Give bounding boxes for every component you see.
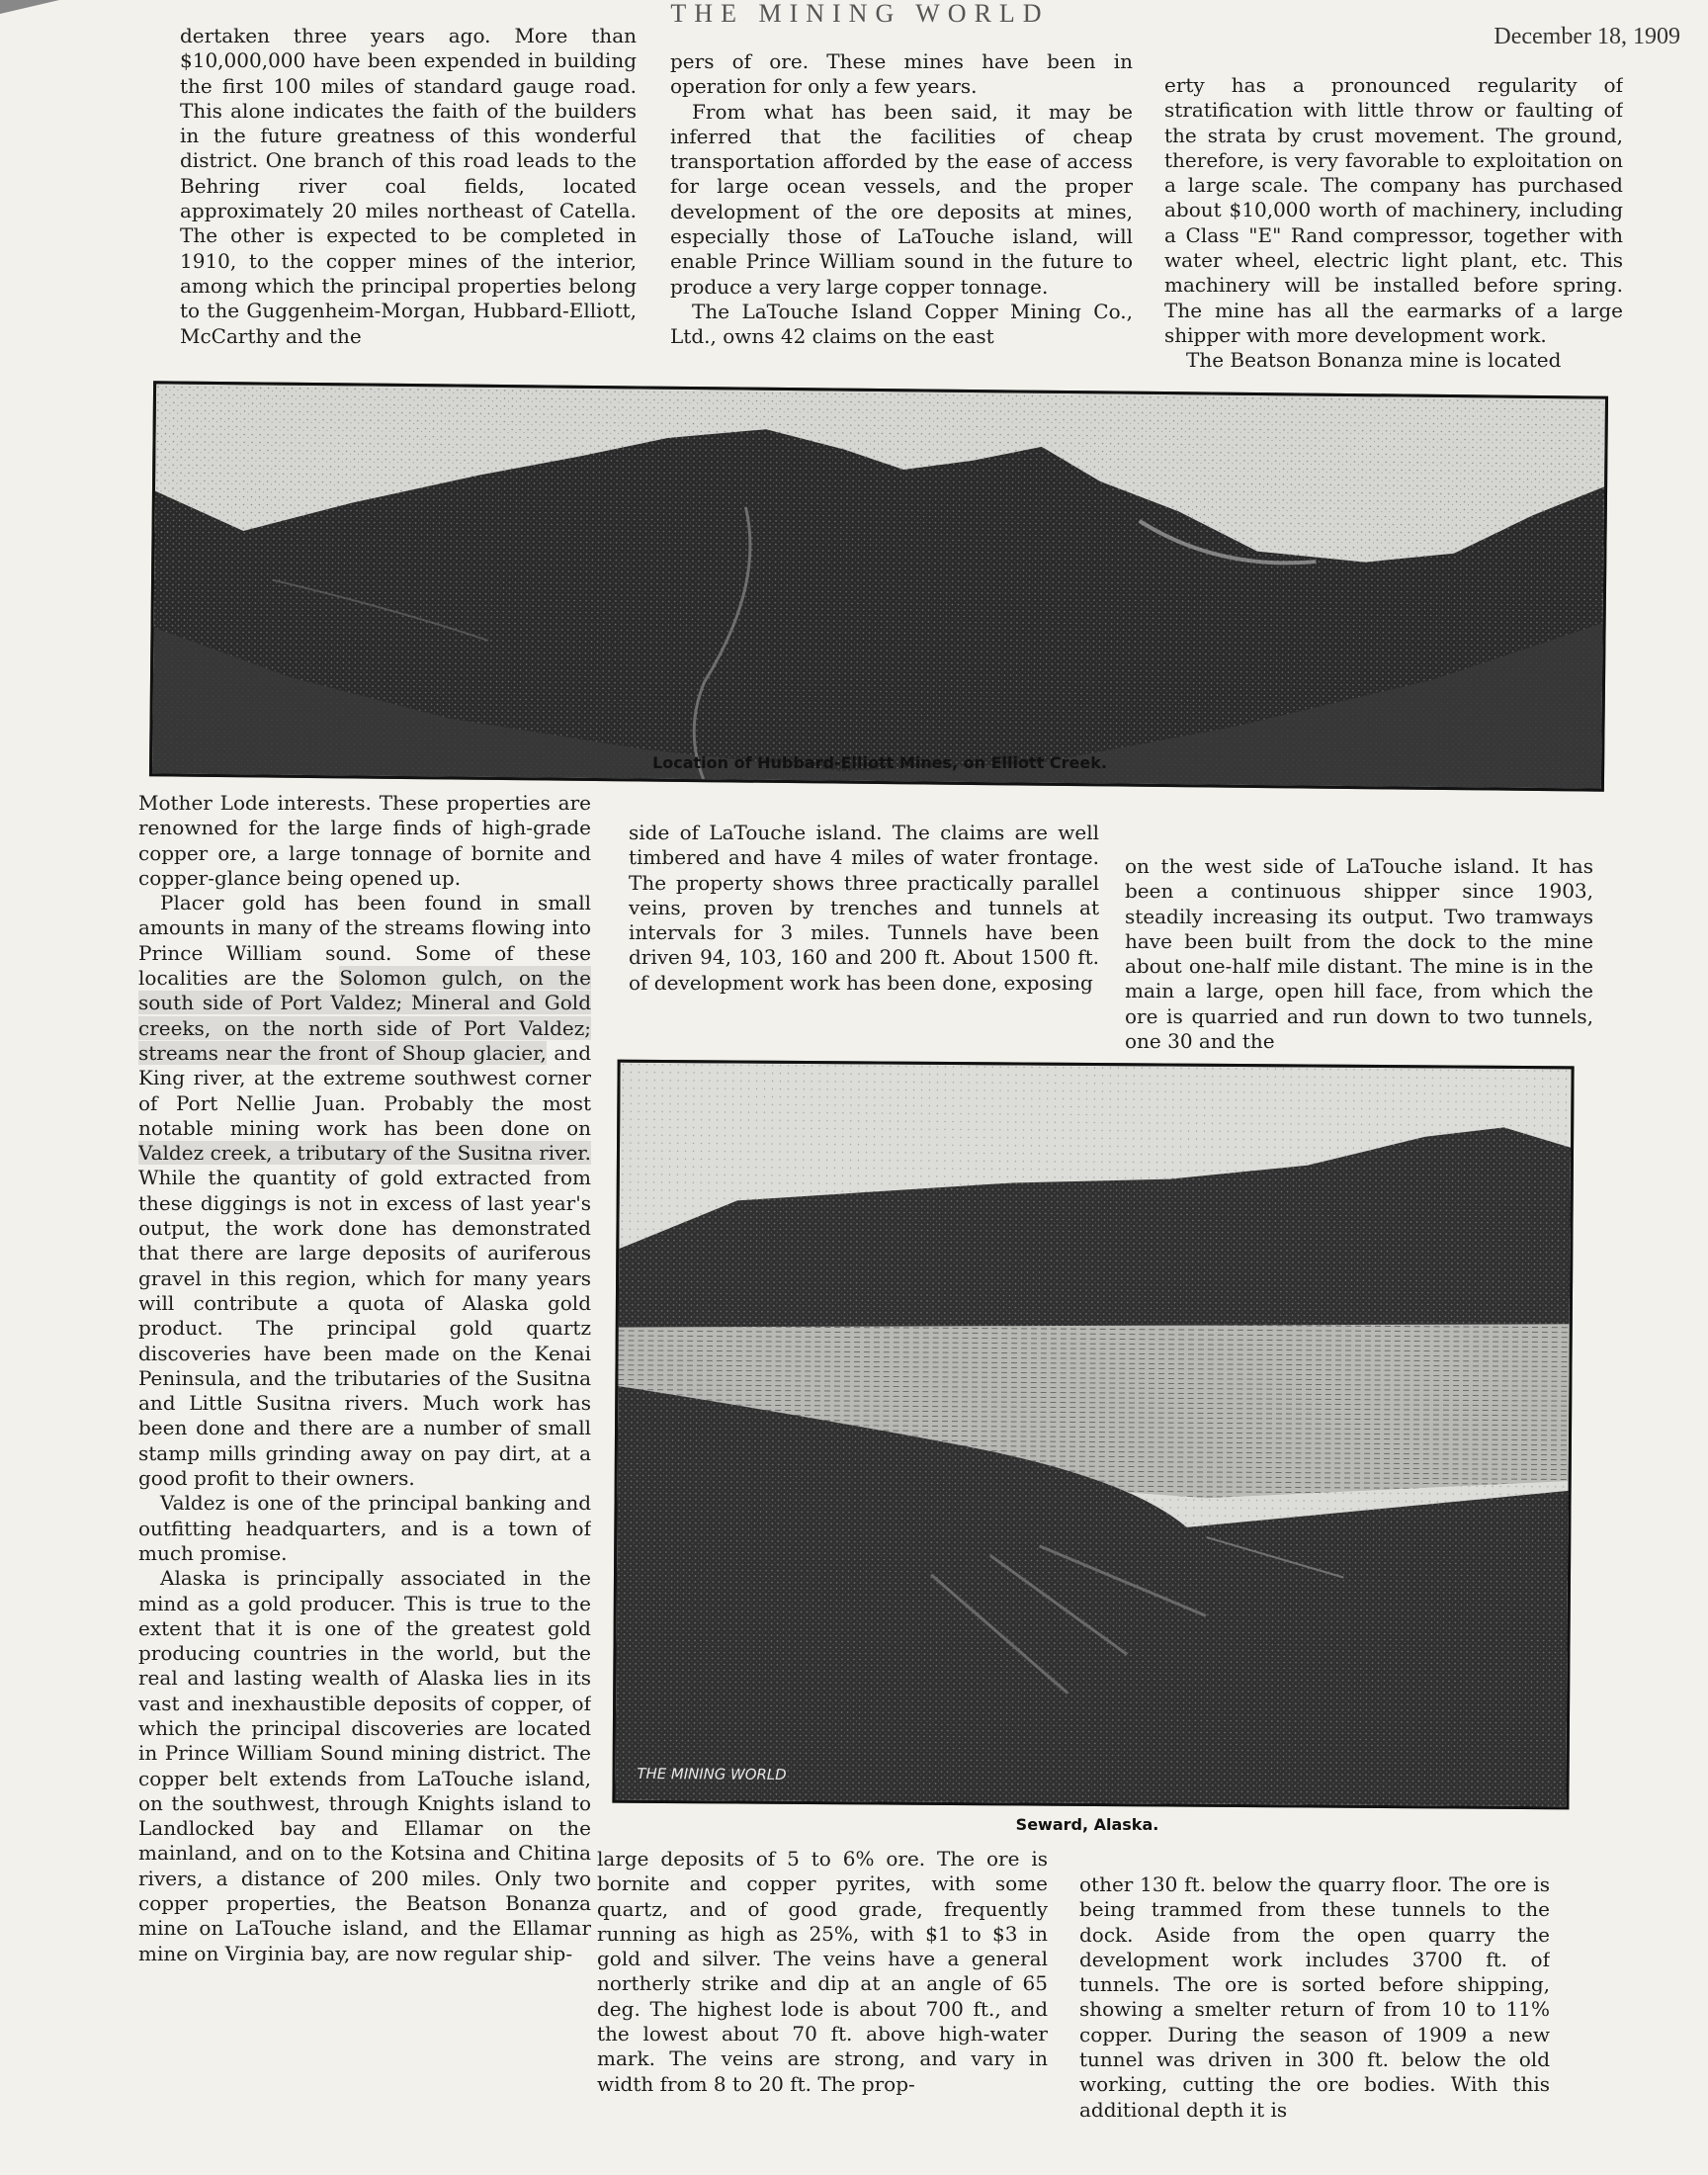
text-run: While the quantity of gold extracted from these diggings is not in excess of last year's output, the work done has demonstrated that there are large deposits of auriferous gravel in this region, which for many years will contribute a quota of Alaska gold product. The principal gold quartz discoveries have been made on the Kenai Peninsula, and the tributaries of the Susitna and Little Susitna rivers. Much work has been done and there are a number of small stamp mills grinding away on pay dirt, at a good profit to their owners. <box>138 1166 591 1491</box>
paragraph: large deposits of 5 to 6% ore. The ore is bornite and copper pyrites, with some quartz, and of good grade, frequently running as high as 25%, with $1 to $3 in gold and silver. The veins have a general northerly strike and dip at an angle of 65 deg. The highest lode is about 700 ft., and the lowest about 70 ft. above high-water mark. The veins are strong, and vary in width from 8 to 20 ft. The prop- <box>597 1847 1048 2096</box>
issue-date: December 18, 1909 <box>1494 24 1680 49</box>
paragraph <box>138 891 591 1491</box>
mountain-photo <box>149 381 1608 791</box>
highlighted-text: Solomon gulch, on the south side of Port Valdez; Mineral and Gold creeks, on the north side of Port Valdez; streams near the front of Shoup glacier, <box>138 966 591 1065</box>
right-column-top <box>1125 854 1593 1064</box>
paragraph: The Beatson Bonanza mine is located <box>1186 348 1562 373</box>
paragraph: dertaken three years ago. More than $10,000,000 have been expended in building the first 100 miles of standard gauge road. This alone indicates the faith of the builders in the future greatness of this wonderful district. One branch of this road leads to the Behring river coal fields, located approximately 20 miles northeast of Catella. The other is expected to be completed in 1910, to the copper mines of the interior, among which the principal properties belong to the Guggenheim-Morgan, Hubbard-Elliott, McCarthy and the <box>180 24 637 348</box>
paragraph: side of LaTouche island. The claims are well timbered and have 4 miles of water frontage. The property shows three practically parallel veins, proven by trenches and tunnels at intervals for 3 miles. Tunnels have been driven 94, 103, 160 and 200 ft. About 1500 ft. of development work has been done, exposing <box>629 821 1099 995</box>
mountain-landscape-image <box>152 384 1605 788</box>
middle-column-top <box>629 821 1099 1040</box>
paragraph: Mother Lode interests. These properties are renowned for the large finds of high-grade copper ore, a large tonnage of bornite and copper-glance being opened up. <box>138 791 591 890</box>
highlighted-text: Valdez creek, a tributary of the Susitna river. <box>138 1141 591 1166</box>
right-column-bottom <box>1079 1872 1550 2165</box>
paragraph: Valdez is one of the principal banking and outfitting headquarters, and is a town of much promise. <box>138 1491 591 1565</box>
paragraph: other 130 ft. below the quarry floor. The ore is being trammed from these tunnels to the dock. Aside from the open quarry the development work includes 3700 ft. of tunnels. The ore is sorted before shipping, showing a smelter return of from 10 to 11% copper. During the season of 1909 a new tunnel was driven in 300 ft. below the old working, cutting the ore bodies. With this additional depth it is <box>1079 1872 1550 2122</box>
text-run: and King river, at the extreme southwest corner of Port Nellie Juan. Probably the most notable mining work has been done on <box>138 1040 591 1140</box>
paragraph: on the west side of LaTouche island. It has been a continuous shipper since 1903, steadily increasing its output. Two tramways have been built from the dock to the mine about one-half mile distant. The mine is in the main a large, open hill face, from which the ore is quarried and run down to two tunnels, one 30 and the <box>1125 854 1593 1054</box>
text-run: Placer gold has been found in small amounts in many of the streams flowing into Prince William sound. Some of these localities are the <box>138 891 591 991</box>
figure-1-caption: Location of Hubbard-Elliott Mines, on Elliott Creek. <box>652 753 1107 772</box>
paragraph: erty has a pronounced regularity of stratification with little throw or faulting of the strata by crust movement. The ground, therefore, is very favorable to exploitation on a large scale. The company has purchased about $10,000 worth of machinery, including a Class "E" Rand compressor, together with water wheel, electric light plant, etc. This machinery will be installed before spring. The mine has all the earmarks of a large shipper with more development work. <box>1164 73 1623 347</box>
seward-photo <box>612 1060 1574 1810</box>
paragraph: The LaTouche Island Copper Mining Co., Ltd., owns 42 claims on the east <box>670 299 1133 349</box>
top-column-3 <box>1164 73 1623 433</box>
top-column-2 <box>670 49 1133 390</box>
bottom-left-column <box>138 791 591 2165</box>
middle-column-bottom <box>597 1847 1048 2165</box>
page-corner-shadow <box>0 0 59 14</box>
paragraph: pers of ore. These mines have been in operation for only a few years. <box>670 49 1133 99</box>
figure-2-caption: Seward, Alaska. <box>1015 1815 1159 1834</box>
photo-watermark: THE MINING WORLD <box>637 1764 787 1784</box>
seward-harbor-image <box>615 1063 1571 1807</box>
top-column-1 <box>180 24 637 390</box>
paragraph: Alaska is principally associated in the mind as a gold producer. This is true to the extent that it is one of the greatest gold producing countries in the world, but the real and lasting wealth of Alaska lies in its vast and inexhaustible deposits of copper, of which the principal discoveries are located in Prince William Sound mining district. The copper belt extends from LaTouche island, on the southwest, through Knights island to Landlocked bay and Ellamar on the mainland, and on to the Kotsina and Chitina rivers, a distance of 200 miles. Only two copper properties, the Beatson Bonanza mine on LaTouche island, and the Ellamar mine on Virginia bay, are now regular ship- <box>138 1566 591 1965</box>
masthead: THE MINING WORLD <box>670 0 1050 28</box>
paragraph: From what has been said, it may be inferred that the facilities of cheap transportation afforded by the ease of access for large ocean vessels, and the proper development of the ore deposits at mines, especially those of LaTouche island, will enable Prince William sound in the future to produce a very large copper tonnage. <box>670 99 1133 299</box>
